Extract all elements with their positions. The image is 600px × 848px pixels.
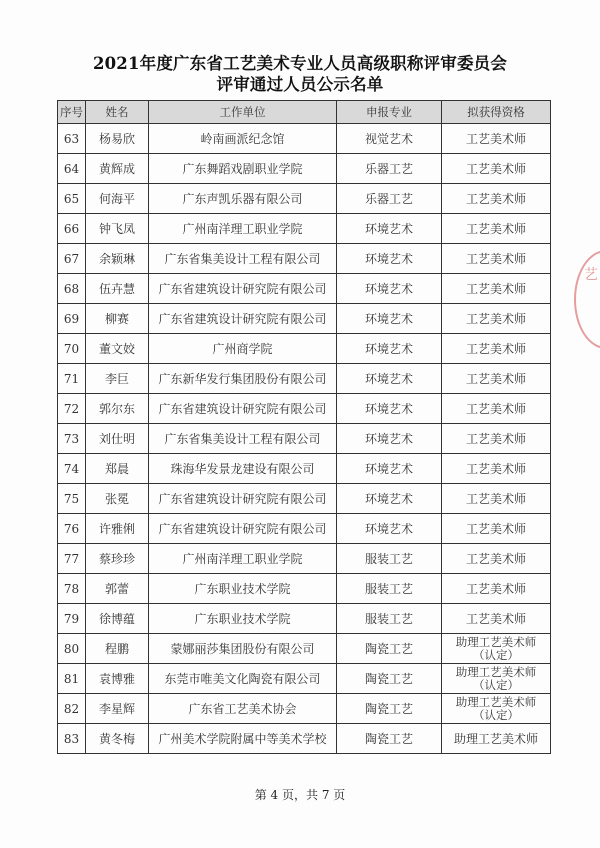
row-qualification: 工艺美术师 <box>442 274 551 304</box>
row-qualification: 工艺美术师 <box>442 484 551 514</box>
row-employer: 广东职业技术学院 <box>149 604 337 634</box>
row-qualification: 工艺美术师 <box>442 154 551 184</box>
row-index: 72 <box>58 394 86 424</box>
roster-table <box>57 100 551 754</box>
row-specialty: 服装工艺 <box>337 604 442 634</box>
row-specialty: 环境艺术 <box>337 214 442 244</box>
row-employer: 广州美术学院附属中等美术学校 <box>149 724 337 754</box>
row-index: 73 <box>58 424 86 454</box>
row-qualification <box>442 634 551 664</box>
row-specialty: 乐器工艺 <box>337 154 442 184</box>
row-index: 65 <box>58 184 86 214</box>
row-name: 董文姣 <box>86 334 149 364</box>
row-specialty: 陶瓷工艺 <box>337 664 442 694</box>
table-row <box>58 634 551 664</box>
row-name: 钟飞凤 <box>86 214 149 244</box>
row-employer: 广州商学院 <box>149 334 337 364</box>
row-index: 70 <box>58 334 86 364</box>
row-specialty: 环境艺术 <box>337 364 442 394</box>
row-qualification: 工艺美术师 <box>442 124 551 154</box>
row-employer: 珠海华发景龙建设有限公司 <box>149 454 337 484</box>
row-name: 郭蕾 <box>86 574 149 604</box>
qualification-note: （认定） <box>473 677 519 692</box>
header-name: 姓名 <box>86 101 149 124</box>
row-qualification: 工艺美术师 <box>442 514 551 544</box>
row-name: 程鹏 <box>86 634 149 664</box>
row-employer: 广东省建筑设计研究院有限公司 <box>149 274 337 304</box>
table-row <box>58 154 551 184</box>
row-qualification: 工艺美术师 <box>442 574 551 604</box>
row-index: 69 <box>58 304 86 334</box>
table-row <box>58 454 551 484</box>
row-qualification <box>442 664 551 694</box>
row-specialty: 环境艺术 <box>337 394 442 424</box>
row-qualification: 工艺美术师 <box>442 244 551 274</box>
row-specialty: 环境艺术 <box>337 304 442 334</box>
row-name: 杨易欣 <box>86 124 149 154</box>
row-index: 78 <box>58 574 86 604</box>
row-employer: 广州南洋理工职业学院 <box>149 214 337 244</box>
row-index: 77 <box>58 544 86 574</box>
table-header-row <box>58 101 551 124</box>
table-row <box>58 274 551 304</box>
row-index: 63 <box>58 124 86 154</box>
row-index: 64 <box>58 154 86 184</box>
row-qualification: 工艺美术师 <box>442 214 551 244</box>
row-name: 许雅俐 <box>86 514 149 544</box>
row-specialty: 环境艺术 <box>337 484 442 514</box>
row-index: 80 <box>58 634 86 664</box>
table-row <box>58 664 551 694</box>
row-qualification: 工艺美术师 <box>442 184 551 214</box>
qualification-text: 助理工艺美术师 <box>455 664 537 679</box>
header-index: 序号 <box>58 101 86 124</box>
row-qualification: 工艺美术师 <box>442 334 551 364</box>
row-name: 黄辉成 <box>86 154 149 184</box>
qualification-note: （认定） <box>473 707 519 722</box>
row-specialty: 环境艺术 <box>337 514 442 544</box>
row-name: 郭尔东 <box>86 394 149 424</box>
table-row <box>58 724 551 754</box>
table-row <box>58 364 551 394</box>
row-index: 76 <box>58 514 86 544</box>
table-row <box>58 604 551 634</box>
table-row <box>58 334 551 364</box>
row-name: 余颖琳 <box>86 244 149 274</box>
qualification-note: （认定） <box>473 647 519 662</box>
table-row <box>58 214 551 244</box>
row-employer: 广州南洋理工职业学院 <box>149 544 337 574</box>
row-qualification: 工艺美术师 <box>442 544 551 574</box>
row-employer: 广东声凯乐器有限公司 <box>149 184 337 214</box>
row-qualification: 工艺美术师 <box>442 424 551 454</box>
row-specialty: 环境艺术 <box>337 244 442 274</box>
row-specialty: 环境艺术 <box>337 334 442 364</box>
row-qualification: 工艺美术师 <box>442 394 551 424</box>
row-index: 71 <box>58 364 86 394</box>
row-employer: 蒙娜丽莎集团股份有限公司 <box>149 634 337 664</box>
row-specialty: 陶瓷工艺 <box>337 724 442 754</box>
row-specialty: 环境艺术 <box>337 274 442 304</box>
row-qualification: 工艺美术师 <box>442 604 551 634</box>
row-name: 刘仕明 <box>86 424 149 454</box>
row-employer: 广东省建筑设计研究院有限公司 <box>149 394 337 424</box>
table-row <box>58 244 551 274</box>
row-qualification: 工艺美术师 <box>442 364 551 394</box>
row-specialty: 环境艺术 <box>337 424 442 454</box>
row-qualification <box>442 694 551 724</box>
stamp-glyph: 艺 <box>584 267 598 283</box>
row-index: 74 <box>58 454 86 484</box>
header-employer: 工作单位 <box>149 101 337 124</box>
row-index: 82 <box>58 694 86 724</box>
table-row <box>58 304 551 334</box>
table-row <box>58 544 551 574</box>
row-name: 黄冬梅 <box>86 724 149 754</box>
row-employer: 广东省集美设计工程有限公司 <box>149 244 337 274</box>
row-index: 66 <box>58 214 86 244</box>
row-employer: 广东省工艺美术协会 <box>149 694 337 724</box>
row-specialty: 环境艺术 <box>337 454 442 484</box>
row-specialty: 陶瓷工艺 <box>337 634 442 664</box>
row-employer: 广东职业技术学院 <box>149 574 337 604</box>
row-qualification: 助理工艺美术师 <box>442 724 551 754</box>
row-name: 柳赛 <box>86 304 149 334</box>
table-row <box>58 514 551 544</box>
row-employer: 岭南画派纪念馆 <box>149 124 337 154</box>
red-seal-stamp <box>574 250 600 349</box>
row-qualification: 工艺美术师 <box>442 304 551 334</box>
header-specialty: 申报专业 <box>337 101 442 124</box>
header-qualification: 拟获得资格 <box>442 101 551 124</box>
row-name: 伍卉慧 <box>86 274 149 304</box>
table-row <box>58 394 551 424</box>
table-row <box>58 694 551 724</box>
row-index: 83 <box>58 724 86 754</box>
table-row <box>58 124 551 154</box>
row-employer: 广东省建筑设计研究院有限公司 <box>149 484 337 514</box>
row-name: 李巨 <box>86 364 149 394</box>
row-index: 68 <box>58 274 86 304</box>
row-specialty: 服装工艺 <box>337 574 442 604</box>
row-employer: 广东省建筑设计研究院有限公司 <box>149 304 337 334</box>
row-employer: 东莞市唯美文化陶瓷有限公司 <box>149 664 337 694</box>
row-specialty: 乐器工艺 <box>337 184 442 214</box>
table-row <box>58 424 551 454</box>
row-name: 李星辉 <box>86 694 149 724</box>
table-row <box>58 184 551 214</box>
qualification-text: 助理工艺美术师 <box>455 634 537 649</box>
row-employer: 广东省建筑设计研究院有限公司 <box>149 514 337 544</box>
row-index: 67 <box>58 244 86 274</box>
row-specialty: 陶瓷工艺 <box>337 694 442 724</box>
row-employer: 广东省集美设计工程有限公司 <box>149 424 337 454</box>
title-line-2: 评审通过人员公示名单 <box>216 75 384 94</box>
row-index: 79 <box>58 604 86 634</box>
row-name: 何海平 <box>86 184 149 214</box>
row-name: 郑晨 <box>86 454 149 484</box>
row-specialty: 视觉艺术 <box>337 124 442 154</box>
row-index: 75 <box>58 484 86 514</box>
row-qualification: 工艺美术师 <box>442 454 551 484</box>
title-line-1: 2021年度广东省工艺美术专业人员高级职称评审委员会 <box>92 54 508 73</box>
row-name: 袁博雅 <box>86 664 149 694</box>
qualification-text: 助理工艺美术师 <box>455 694 537 709</box>
row-specialty: 服装工艺 <box>337 544 442 574</box>
table-row <box>58 574 551 604</box>
page-footer: 第 4 页，共 7 页 <box>254 788 346 802</box>
row-name: 张冕 <box>86 484 149 514</box>
row-employer: 广东新华发行集团股份有限公司 <box>149 364 337 394</box>
row-employer: 广东舞蹈戏剧职业学院 <box>149 154 337 184</box>
row-index: 81 <box>58 664 86 694</box>
row-name: 蔡珍珍 <box>86 544 149 574</box>
table-row <box>58 484 551 514</box>
row-name: 徐博蕴 <box>86 604 149 634</box>
